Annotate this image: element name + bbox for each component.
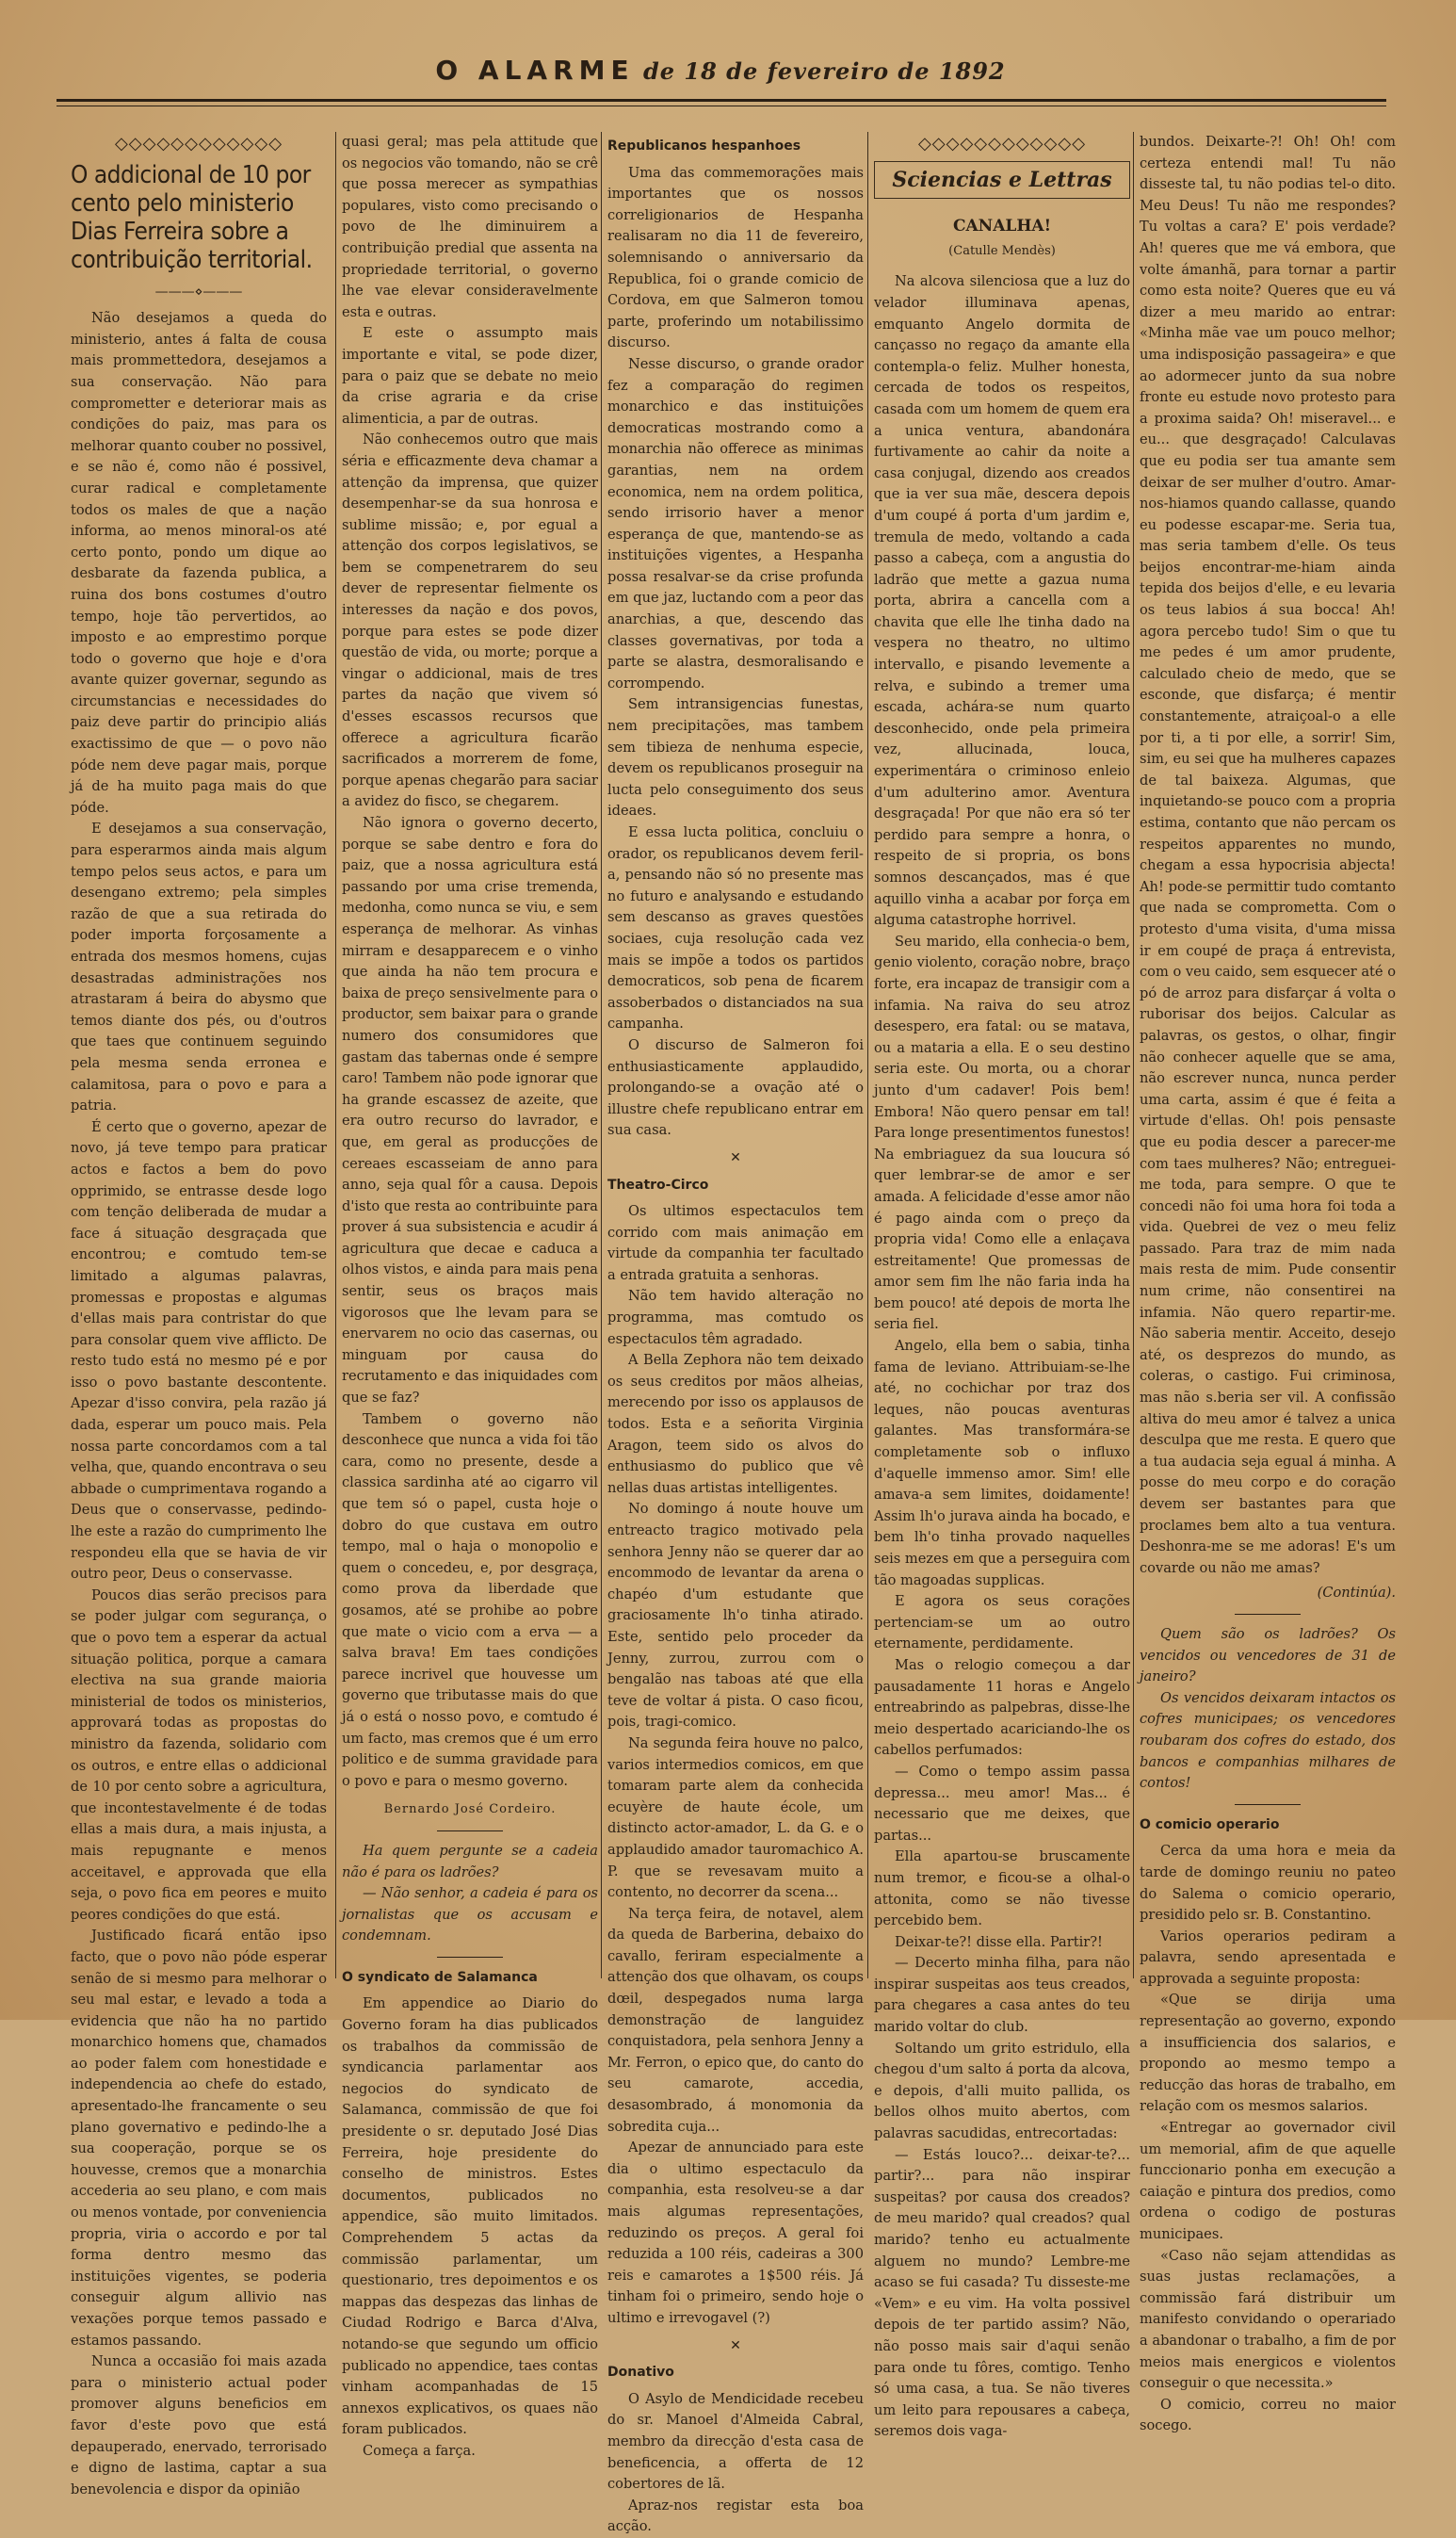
paragraph: Não desejamos a queda do ministerio, antes á falta de cousa mais prommettedora, desejamos a sua conservação. Não para comprometter e deteriorar mais as condições do paiz, mas para os melhorar quanto couber no possivel, e se não é, como não é possivel, curar radical e completamente todos os males de que a nação informa, ao menos minoral-os até certo ponto, pondo um dique ao desbarate da fazenda publica, a ruina dos bons costumes d'outro tempo, hoje tão pervertidos, ao imposto e ao emprestimo porque todo o governo que hoje e d'ora avante quizer governar, segundo as circumstancias e necessidades do paiz deve partir do principio aliás exactissimo de que — o povo não póde nem deve pagar mais, porque já de ha muito paga mais do que póde. [71,310,327,816]
paragraph: E essa lucta politica, concluiu o orador, os republicanos devem feril-a, pensando não só no presente mas no futuro e analysando e estudando sem descanso as graves questões sociaes, cuja resolução cada vez mais se impõe a todos os partidos democraticos, sob pena de ficarem assoberbados o distanciados na sua campanha. [607,824,864,1033]
paragraph: Apraz-nos registar esta boa acção. [607,2497,864,2535]
paragraph: O Asylo de Mendicidade recebeu do sr. Manoel d'Almeida Cabral, membro da direcção d'esta casa de beneficencia, a offerta de 12 cobertores de lã. [607,2390,864,2493]
ornament-border: ◇◇◇◇◇◇◇◇◇◇◇◇ [114,134,283,154]
paragraph: Ella apartou-se bruscamente num tremor, e ficou-se a olhal-o attonita, como se não tivesse percebido bem. [874,1848,1130,1929]
column-divider [1133,132,1134,1978]
paragraph: O comicio, correu no maior socego. [1140,2396,1396,2434]
paragraph: Angelo, ella bem o sabia, tinha fama de leviano. Attribuiam-se-lhe até, no cochichar por traz dos leques, não poucas aventuras galantes. Mas transformára-se completamente sob o influxo d'aquelle immenso amor. Sim! elle amava-a sem limites, doidamente! Assim lh'o jurava ainda ha bocado, e bem lh'o tinha provado naquelles seis mezes em que a perseguira com tão magoadas supplicas. [874,1338,1130,1588]
paragraph: Cerca da uma hora e meia da tarde de domingo reuniu no pateo do Salema o comicio operario, presidido pelo sr. B. Constantino. [1140,1843,1396,1924]
short-rule [1235,1804,1301,1805]
column-1 [71,132,327,2497]
paragraph: — Como o tempo assim passa depressa... meu amor! Mas... é necessario que me deixes, que partas... [874,1763,1130,1844]
paragraph: Na alcova silenciosa que a luz do velador illuminava apenas, emquanto Angelo dormita de cançasso no regaço da amante ella contempla-o feliz. Mulher honesta, cercada de todos os respeitos, casada com um homem de quem era a unica ventura, abandonára furtivamente ao cahir da noite a casa conjugal, dizendo aos creados que ia ver sua mãe, descera depois d'um coupé á porta d'um jardim e, tremula de medo, voltando a cada passo a cabeça, com a angustia do ladrão que mette a gazua numa porta, abrira a cancella com a chavita que elle lhe tinha dado na vespera no theatro, no ultimo intervallo, e pisando levemente a relva, e subindo a tremer uma escada, achára-se num quarto desconhecido, onde pela primeira vez, allucinada, louca, experimentára o criminoso enleio d'um adulterino amor. Aventura desgraçada! Por que não era só ter perdido para sempre a honra, o respeito de si propria, os bons somnos descançados, mas é que aquillo vinha a acabar por força em alguma catastrophe horrivel. [874,273,1130,929]
paragraph: «Entregar ao governador civil um memorial, afim de que aquelle funccionario ponha em execução a caiação e pintura dos predios, como ordena o codigo de posturas municipaes. [1140,2120,1396,2242]
short-rule [437,1957,503,1958]
article-headline: O addicional de 10 por cento pelo ministerio Dias Ferreira sobre a contribuição territorial. [71,160,313,274]
paragraph: Não conhecemos outro que mais séria e efficazmente deva chamar a attenção da imprensa, que quizer desempenhar-se da sua honrosa e sublime missão; e, por egual a attenção dos corpos legislativos, se bem se compenetrarem do seu dever de representar fielmente os interesses da nação e dos povos, porque para estes se pode dizer questão de vida, ou morte; porque a vingar o addicional, mais de tres partes da nação que vivem só d'esses escassos recursos que offerece a agricultura ficarão sacrificados a morrerem de fome, porque apenas chegarão para saciar a avidez do fisco, se chegarem. [342,431,598,810]
question-box [342,1841,598,1947]
paper-name: O ALARME [435,55,635,86]
continued-note: (Continúa). [1317,1585,1396,1602]
paragraph: No domingo á noute houve um entreacto tragico motivado pela senhora Jenny não se querer dar ao encommodo de levantar da arena o chapéo d'um estudante que graciosamente lh'o tinha atirado. Este, sentido pelo proceder da Jenny, zurrou, zurrou com o bengalão nas taboas até que ella teve de voltar á pista. O caso ficou, pois, tragi-comico. [607,1501,864,1731]
paragraph: Não tem havido alteração no programma, mas comtudo os espectaculos têm agradado. [607,1288,864,1347]
column-divider [867,132,868,1978]
paragraph: Uma das commemorações mais importantes que os nossos correligionarios de Hespanha realisaram no dia 11 de fevereiro, solemnisando o anniversario da Republica, foi o grande comicio de Cordova, em que Salmeron tomou parte, proferindo um notabilissimo discurso. [607,164,864,351]
masthead [57,55,1384,92]
column-3 [607,132,864,2535]
paragraph: Seu marido, ella conhecia-o bem, genio violento, coração nobre, braço forte, era incapaz de transigir com a infamia. Na raiva do seu atroz desespero, era fatal: ou se matava, ou a mataria a ella. E o seu destino seria este. Ou morta, ou a chorar junto d'um cadaver! Pois bem! Embora! Não quero pensar em tal! Para longe presentimentos funestos! Na embriaguez da sua loucura só quer lembrar-se de amor e ser amada. A felicidade d'esse amor não é pago ainda com o preço da propria vida! Como elle a enlaçava estreitamente! Que promessas de amor sem fim lhe não faria inda ha bem pouco! até depois de morta lhe seria fiel. [874,933,1130,1333]
article-body [342,132,598,1792]
paragraph: E agora os seus corações pertenciam-se um ao outro eternamente, perdidamente. [874,1593,1130,1652]
paragraph: Em appendice ao Diario do Governo foram ha dias publicados os trabalhos da commissão de syndicancia parlamentar aos negocios do syndicato de Salamanca, commissão de que foi presidente o sr. deputado José Dias Ferreira, hoje presidente do conselho de ministros. Estes documentos, publicados no appendice, são muito limitados. Comprehendem 5 actas da commissão parlamentar, um questionario, tres depoimentos e os mappas das despezas das linhas de Ciudad Rodrigo e Barca d'Alva, notando-se que segundo um officio publicado no appendice, taes contas vinham acompanhadas de 15 annexos explicativos, os quaes não foram publicados. [342,1995,598,2438]
short-rule [1235,1614,1301,1615]
paragraph: Na segunda feira houve no palco, varios intermedios comicos, em que tomaram parte alem da conhecida ecuyère de haute école, um distincto actor-amador, L. da G. e o applaudido amador tauromachico A. P. que se revesavam muito a contento, no decorrer da scena... [607,1734,864,1901]
issue-date: de 18 de fevereiro de 1892 [643,57,1006,85]
paragraph: Tambem o governo não desconhece que nunca a vida foi tão cara, como no presente, desde a classica sardinha até ao cigarro vil que tem só o papel, custa hoje o dobro do que custava em outro tempo, mal o haja o monopolio e quem o concedeu, e, por desgraça, como prova da liberdade que gosamos, até se prohibe ao pobre que mate o vicio com a erva — a salva brava! Em taes condições parece incrivel que houvesse um governo que tributasse mais do que já o está o nosso povo, e comtudo é um facto, mas cremos que é um erro politico e de summa gravidade para o povo e para o mesmo governo. [342,1410,598,1789]
paragraph: — Não senhor, a cadeia é para os jornalistas que os accusam e condemnam. [342,1885,598,1944]
paragraph: E este o assumpto mais importante e vital, se pode dizer, para o paiz que se debate no meio da crise agraria e da crise alimenticia, a par de outras. [342,325,598,427]
paragraph: É certo que o governo, apezar de novo, já teve tempo para praticar actos e factos a bem do povo opprimido, se entrasse desde logo com tenção deliberada de mudar a face á situação desgraçada que encontrou; e comtudo tem-se limitado a algumas palavras, promessas e propostas e algumas d'ellas mais para contristar do que para consolar quem vive afflicto. De resto tudo está no mesmo pé e por isso o povo bastante descontente. Apezar d'isso convira, pela razão já dada, esperar um pouco mais. Pela nossa parte concordamos com a tal velha, que, quando encontrava o seu abbade o cumprimentava rogando a Deus que o conservasse, pedindo-lhe este a razão do cumprimento lhe respondeu ella que se havia de vir outro peor, Deus o conservasse. [71,1118,327,1583]
ornament-border: ◇◇◇◇◇◇◇◇◇◇◇◇ [917,134,1087,154]
paragraph: Sem intransigencias funestas, nem precipitações, mas tambem sem tibieza de nenhuma especie, devem os republicanos proseguir na lucta pelo conseguimento dos seus ideaes. [607,696,864,820]
separator: ———⋄——— [154,284,243,300]
paragraph: «Caso não sejam attendidas as suas justas reclamações, a commissão fará distribuir um manifesto convidando o operariado a abandonar o trabalho, a fim de por meios mais energicos e violentos conseguir o que necessita.» [1140,2247,1396,2392]
story-author: (Catulle Mendès) [948,243,1056,258]
masthead-rule [57,99,1386,102]
column-5 [1140,132,1396,2434]
article-body [71,308,327,2500]
column-2 [342,132,598,2459]
paragraph: Justificado ficará então ipso facto, que o povo não póde esperar senão de si mesmo para melhorar o seu mal estar, e levado a toda a evidencia que não ha no partido monarchico homens que, chamados ao poder falem com honestidade e independencia ao chefe do estado, apresentado-lhe francamente o seu plano governativo e pedindo-lhe a sua cooperação, porque se os houvesse, cremos que a monarchia accederia ao seu plano, e com mais ou menos vontade, por conveniencia propria, viria o accordo e por tal forma dentro mesmo das instituições vigentes, se poderia conseguir algum allivio nas vexações porque temos passado e estamos passando. [71,1928,327,2349]
section-heading: O comicio operario [1140,1816,1280,1832]
paragraph: Na terça feira, de notavel, alem da queda de Barberina, debaixo do cavallo, feriram especialmente a attenção dos que olhavam, os coups dœil, despegados numa larga demonstração de languidez conquistadora, pela senhora Jenny a Mr. Ferron, o epico que, do canto do seu camarote, accedia, desasombrado, á monomonia da sobredita cuja... [607,1905,864,2135]
separator-cross: ✕ [730,2337,741,2353]
paragraph: Mas o relogio começou a dar pausadamente 11 horas e Angelo entreabrindo as palpebras, disse-lhe meio despertado acariciando-lhe os cabellos perfumados: [874,1656,1130,1759]
paragraph: Apezar de annunciado para este dia o ultimo espectaculo da companhia, esta resolveu-se a dar mais algumas representações, reduzindo os preços. A geral foi reduzida a 100 réis, cadeiras a 300 reis e camarotes a 1$500 réis. Já tinham foi o primeiro, sendo hoje o ultimo e irrevogavel (?) [607,2139,864,2326]
section-heading: Republicanos hespanhoes [607,138,801,154]
paragraph: Poucos dias serão precisos para se poder julgar com segurança, o que o povo tem a esperar da actual situação politica, porque a camara electiva na sua grande maioria ministerial de todos os ministerios, approvará todas as propostas do ministro da fazenda, solidario com os outros, e entre ellas o addicional de 10 por cento sobre a agricultura, que incontestavelmente é de todas ellas a mais dura, a mais injusta, a mais repugnante e menos acceitavel, e approvada que ella seja, o povo fica em peores e muito peores condições do que está. [71,1586,327,1923]
paragraph: Começa a farça. [363,2442,476,2459]
column-divider [601,132,602,1978]
paragraph: A Bella Zephora não tem deixado os seus creditos por mãos alheias, merecendo por isso os applausos de todos. Esta e a señorita Virginia Aragon, teem sido os alvos do enthusiasmo do publico que vê nellas duas artistas intelligentes. [607,1352,864,1496]
paragraph: — Decerto minha filha, para não inspirar suspeitas aos teus creados, para chegares a casa antes do teu marido voltar do club. [874,1955,1130,2036]
section-heading: Theatro-Circo [607,1177,709,1193]
paragraph: Os ultimos espectaculos tem corrido com mais animação em virtude da companhia ter facultado a entrada gratuita a senhoras. [607,1203,864,1283]
paragraph: quasi geral; mas pela attitude que os negocios vão tomando, não se crê que possa merecer as sympathias populares, visto como precisando o povo de lhe diminuirem a contribuição predial que assenta na propriedade territorial, o governo lhe vae elevar consideravelmente esta e outras. [342,134,598,320]
column-4 [874,132,1130,2440]
section-heading: O syndicato de Salamanca [342,1969,538,1985]
section-title: Sciencias e Lettras [874,161,1130,200]
column-divider [335,132,336,1978]
short-rule [437,1830,503,1831]
paragraph: Nesse discurso, o grande orador fez a comparação do regimen monarchico e das instituições democraticas mostrando como a monarchia não offerece as minimas garantias, nem na ordem economica, nem na ordem politica, sendo irrisorio haver a menor esperança de que, mantendo-se as instituições vigentes, a Hespanha possa resalvar-se da crise profunda em que jaz, luctando com a peor das anarchias, a que, descendo das classes governativas, por toda a parte se alastra, desmoralisando e corrompendo. [607,355,864,691]
paragraph: Os vencidos deixaram intactos os cofres municipaes; os vencedores roubaram dos cofres do estado, dos bancos e companhias milhares de contos! [1140,1689,1396,1792]
paragraph: Não ignora o governo decerto, porque se sabe dentro e fora do paiz, que a nossa agricultura está passando por uma crise tremenda, medonha, como nunca se viu, e sem esperança de melhorar. As vinhas mirram e desapparecem e o vinho que ainda ha não tem procura e baixa de preço sensivelmente para o productor, sem baixar para o grande numero dos consumidores que gastam das tabernas onde é sempre caro! Tambem não pode ignorar que ha grande escassez de azeite, que era outro recurso do lavrador, e que, em geral as producções de cereaes escasseiam de anno para anno, seja qual fôr a causa. Depois d'isto que resta ao contribuinte para prover á sua subsistencia e acudir á agricultura que decae e caduca a olhos vistos, e ainda para mais pena sentir, seus os braços mais vigorosos que lhe levam para se enervarem no ocio das casernas, ou minguam por causa do recrutamento e das iniquidades com que se faz? [342,815,598,1407]
paragraph: Deixar-te?! disse ella. Partir?! [895,1933,1103,1950]
paragraph: bundos. Deixarte-?! Oh! Oh! com certeza entendi mal! Tu não disseste tal, tu não podias tel-o dito. Meu Deus! Tu não me respondes? Tu voltas a cara? E' pois verdade? Ah! queres que me vá embora, que volte ámanhã, para tornar a partir como esta noite? Queres que eu vá dizer a meu marido ao entrar: «Minha mãe vae um pouco melhor; uma indisposição passageira» e que ao adormecer junto da sua nobre fronte eu estude novo protesto para a proxima saida? Oh! miseravel... e eu... que desgraçado! Calculavas que eu podia ser tua amante sem deixar de ser mulher d'outro. Amar-nos-hiamos quando callasse, quando eu podesse escapar-me. Seria tua, mas seria tambem d'elle. Os teus beijos encontrar-me-hiam ainda tepida dos beijos d'elle, e eu levaria os teus labios á sua bocca! Ah! agora percebo tudo! Sim o que tu me pedes é um amor prudente, calculado cheio de medo, que se esconde, que disfarça; é mentir constantemente, atraiçoal-o a elle por ti, a ti por elle, a sorrir! Sim, sim, eu sei que ha mulheres capazes de tal baixeza. Algumas, que inquietando-se pouco com a propria estima, contanto que não percam os respeitos apparentes no mundo, chegam a essa hypocrisia abjecta! Ah! pode-se permittir tudo comtanto que nada se comprometta. Com o protesto d'uma visita, d'uma missa ir em coupé de praça á entrevista, com o veu caido, sem esquecer até o pó de arroz para disfarçar á volta o ruborisar dos beijos. Calcular as palavras, os gestos, o olhar, fingir não conhecer aquelle que se ama, não escrever nunca, nunca perder uma carta, assim é que é feita a virtude d'ellas. Oh! pois pensaste que eu podia descer a parecer-me com taes mulheres? Não; entreguei-me toda, para sempre. O que te concedi não foi uma hora foi toda a vida. Quebrei de vez o meu feliz passado. Para traz de mim nada mais resta de mim. Pude consentir num crime, não consentirei na infamia. Não quero repartir-me. Não saberia mentir. Acceito, desejo até, os desprezos do mundo, as coleras, o castigo. Fui criminosa, mas não s.beria ser vil. A confissão altiva do meu amor é talvez a unica desculpa que me resta. E quero que a tua audacia seja egual á minha. A posse do meu corpo e do coração devem ser bastantes para que proclames bem alto a tua ventura. Deshonra-me se me adoras! E's um covarde ou não me amas? [1140,134,1396,1576]
author-signature: Bernardo José Cordeiro. [383,1802,557,1817]
paragraph: Nunca a occasião foi mais azada para o ministerio actual poder promover alguns beneficios em favor d'este povo que está depauperado, enervado, terrorisado e digno de lastima, captar a sua benevolencia e dispor da opinião [71,2353,327,2497]
paragraph: E desejamos a sua conservação, para esperarmos ainda mais algum tempo pelos seus actos, e para um desengano extremo; pela simples razão de que a sua retirada do poder importa forçosamente a entrada dos mesmos homens, cujas desastradas administrações nos atrastaram á beira do abysmo que temos diante dos pés, ou d'outros que taes que continuem seguindo pela mesma senda erronea e calamitosa, para o povo e para a patria. [71,821,327,1114]
paragraph: — Estás louco?... deixar-te?... partir?... para não inspirar suspeitas? por causa dos creados? de meu marido? qual creados? qual marido? tenho eu actualmente alguem no mundo? Lembre-me acaso se fui casada? Tu disseste-me «Vem» e eu vim. Ha volta possivel depois de ter partido assim? Não, não posso mais sair d'aqui senão para onde tu fôres, comtigo. Tenho só uma casa, a tua. Se não tiveres um leito para repousares a cabeça, seremos dois vaga- [874,2146,1130,2440]
question-box [1140,1624,1396,1795]
paragraph: «Que se dirija uma representação ao governo, expondo a insufficiencia dos salarios, e propondo ao mesmo tempo a reducção das horas de trabalho, em relação com os mesmos salarios. [1140,1992,1396,2115]
separator-cross: ✕ [730,1149,741,1165]
section-heading: Donativo [607,2365,674,2381]
paragraph: Varios operarios pediram a palavra, sendo apresentada e approvada a seguinte proposta: [1140,1928,1396,1987]
paragraph: Soltando um grito estridulo, ella chegou d'um salto á porta da alcova, e depois, d'alli muito pallida, os bellos olhos muito abertos, com palavras sacudidas, entrecortadas: [874,2040,1130,2142]
paragraph: Ha quem pergunte se a cadeia não é para os ladrões? [342,1842,598,1880]
story-title: CANALHA! [952,217,1052,236]
paragraph: Quem são os ladrões? Os vencidos ou vencedores de 31 de janeiro? [1140,1625,1396,1685]
paragraph: O discurso de Salmeron foi enthusiasticamente applaudido, prolongando-se a ovação até o illustre chefe republicano entrar em sua casa. [607,1036,864,1139]
